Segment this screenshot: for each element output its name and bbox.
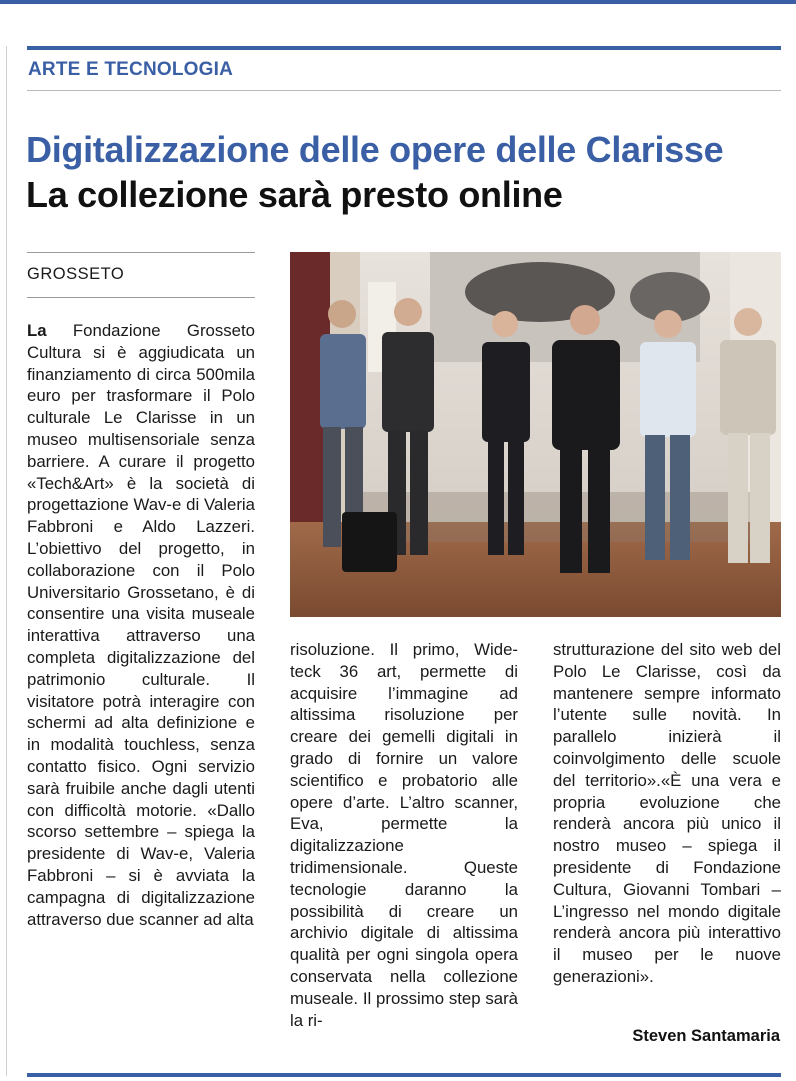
dateline-divider-top: [27, 252, 255, 253]
bag: [342, 512, 397, 572]
article-column-2: risoluzione. Il primo, Wide-teck 36 art, permette di acquisire l’immagine ad altissima risoluzione per creare dei gemelli digitali in grado di fornire un valore scientifico e probatorio alle opere d’arte. L’altro scanner, Eva, permette la digitalizzazione tridimensionale. Queste tecnologie daranno la possibilità di creare un archivio digitale di altissima qualità per ogni singola opera conservata nella collezione museale. Il prossimo step sarà la ri-: [290, 640, 518, 1030]
article-column-3: strutturazione del sito web del Polo Le Clarisse, così da mantenere sempre informato l’utente sulle novità. In parallelo inizierà il coinvolgimento delle scuole del territorio».«È una vera e propria evoluzione che renderà ancora più unico il nostro museo – spiega il presidente di Fondazione Cultura, Giovanni Tombari – L’ingresso nel mondo digitale renderà ancora più interattivo il museo per le nuove generazioni».: [553, 640, 781, 986]
top-rule: [0, 0, 796, 4]
bottom-rule: [27, 1073, 781, 1077]
article-column-1: [27, 320, 255, 930]
article-photo: [290, 252, 781, 617]
byline: Steven Santamaria: [632, 1027, 780, 1045]
subheadline: La collezione sarà presto online: [26, 174, 563, 215]
section-rule: [27, 46, 781, 50]
dateline: GROSSETO: [27, 265, 125, 283]
section-kicker: ARTE E TECNOLOGIA: [28, 59, 234, 80]
lead-word: La: [27, 321, 47, 340]
kicker-divider: [27, 90, 781, 91]
page-edge-line: [6, 46, 7, 1076]
person-6: [720, 308, 776, 563]
headline: Digitalizzazione delle opere delle Clarisse: [26, 129, 724, 170]
column-1-text: Fondazione Grosseto Cultura si è aggiudicata un finanziamento di circa 500mila euro per trasformare il Polo culturale Le Clarisse in un museo multisensoriale senza barriere. A curare il progetto «Tech&Art» è la società di progettazione Wav-e di Valeria Fabbroni e Aldo Lazzeri. L’obiettivo del progetto, in collaborazione con il Polo Universitario Grossetano, è di consentire una visita museale interattiva attraverso una completa digitalizzazione del patrimonio culturale. Il visitatore potrà interagire con schermi ad alta definizione e in modalità touchless, senza contatto fisico. Ogni servizio sarà fruibile anche dagli utenti con difficoltà motorie. «Dallo scorso settembre – spiega la presidente di Wav-e, Valeria Fabbroni – si è avviata la campagna di digitalizzazione attraverso due scanner ad alta: [27, 321, 255, 929]
dateline-divider-bottom: [27, 297, 255, 298]
